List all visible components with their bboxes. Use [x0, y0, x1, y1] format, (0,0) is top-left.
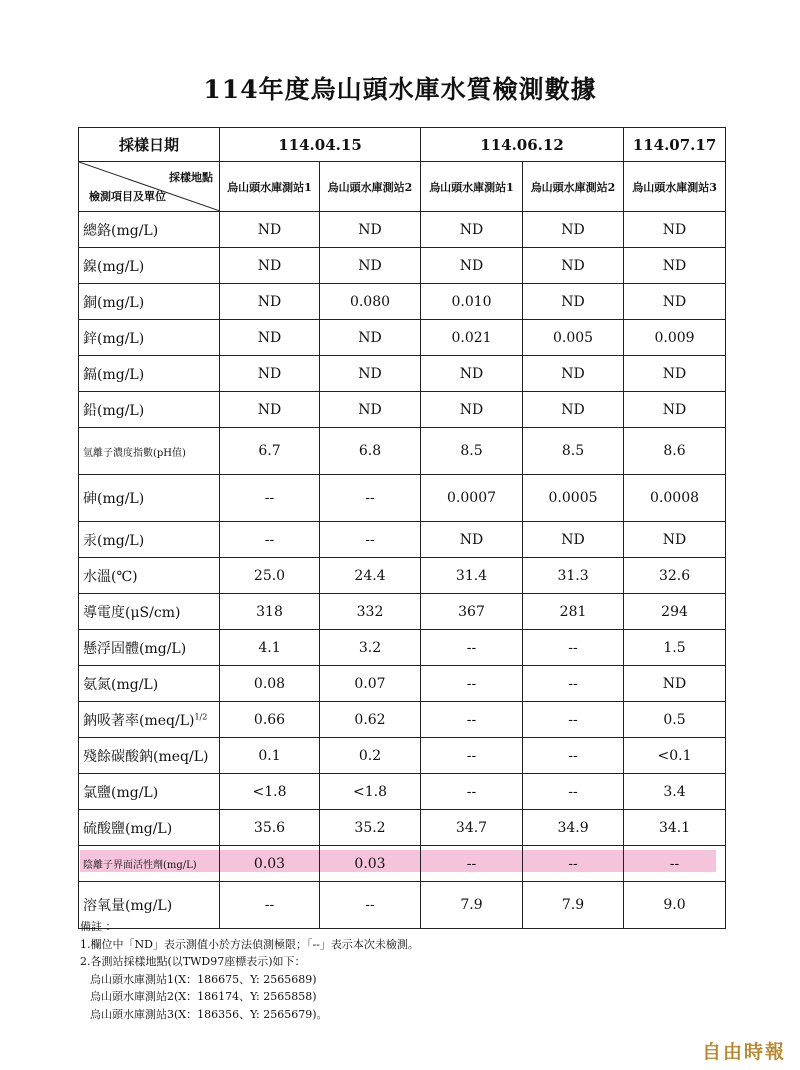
value-cell: 0.0008 — [624, 475, 726, 522]
value-cell: 0.66 — [220, 702, 320, 738]
value-cell: -- — [320, 882, 421, 929]
value-cell: ND — [421, 212, 523, 248]
value-cell: ND — [624, 392, 726, 428]
table-row — [79, 320, 726, 356]
value-cell: ND — [523, 284, 624, 320]
station-header: 烏山頭水庫測站1 — [421, 162, 523, 212]
table-row — [79, 392, 726, 428]
value-cell: -- — [523, 702, 624, 738]
value-cell: 0.03 — [220, 846, 320, 882]
row-label: 鈉吸著率$(meq/L)^{1/2}$ — [79, 702, 220, 738]
value-cell: ND — [220, 392, 320, 428]
value-cell: ND — [624, 522, 726, 558]
value-cell: 294 — [624, 594, 726, 630]
row-label: 鎳(mg/L) — [79, 248, 220, 284]
value-cell: -- — [523, 630, 624, 666]
corner-cell — [79, 162, 220, 212]
table-row — [79, 810, 726, 846]
table-row — [79, 522, 726, 558]
brand-logo: 自由時報 — [701, 1041, 786, 1063]
value-cell: 34.7 — [421, 810, 523, 846]
value-cell: ND — [523, 522, 624, 558]
value-cell: 4.1 — [220, 630, 320, 666]
value-cell: -- — [421, 774, 523, 810]
value-cell: -- — [624, 846, 726, 882]
row-label: 懸浮固體(mg/L) — [79, 630, 220, 666]
value-cell: 25.0 — [220, 558, 320, 594]
row-label: 總鉻(mg/L) — [79, 212, 220, 248]
value-cell: ND — [523, 212, 624, 248]
row-label: 鎘(mg/L) — [79, 356, 220, 392]
value-cell: 24.4 — [320, 558, 421, 594]
value-cell: 0.010 — [421, 284, 523, 320]
table-row — [79, 702, 726, 738]
row-label: 水溫(℃) — [79, 558, 220, 594]
value-cell: ND — [624, 212, 726, 248]
table-row — [79, 666, 726, 702]
station-header: 烏山頭水庫測站2 — [523, 162, 624, 212]
value-cell: 6.7 — [220, 428, 320, 475]
value-cell: 0.2 — [320, 738, 421, 774]
date-header-row — [79, 128, 726, 162]
note-line: 備註 ： — [80, 920, 117, 933]
table-body — [79, 212, 726, 929]
value-cell: -- — [220, 522, 320, 558]
table-row — [79, 248, 726, 284]
row-label: 殘餘碳酸鈉(meq/L) — [79, 738, 220, 774]
value-cell: ND — [320, 248, 421, 284]
value-cell: 318 — [220, 594, 320, 630]
value-cell: -- — [320, 475, 421, 522]
value-cell: 34.9 — [523, 810, 624, 846]
sampling-date-label: 採樣日期 — [79, 128, 220, 162]
value-cell: 0.08 — [220, 666, 320, 702]
value-cell: 0.009 — [624, 320, 726, 356]
value-cell: 8.6 — [624, 428, 726, 475]
value-cell: 8.5 — [421, 428, 523, 475]
value-cell: 0.0005 — [523, 475, 624, 522]
value-cell: 0.0007 — [421, 475, 523, 522]
table-row — [79, 846, 726, 882]
table-row — [79, 558, 726, 594]
row-label: 鉛(mg/L) — [79, 392, 220, 428]
note-line: 2.各測站採樣地點(以TWD97座標表示)如下： — [80, 955, 306, 968]
value-cell: ND — [624, 284, 726, 320]
value-cell: <1.8 — [320, 774, 421, 810]
table-row — [79, 475, 726, 522]
value-cell: ND — [320, 320, 421, 356]
value-cell: 31.4 — [421, 558, 523, 594]
value-cell: ND — [624, 248, 726, 284]
row-label: 硫酸鹽(mg/L) — [79, 810, 220, 846]
value-cell: ND — [220, 320, 320, 356]
value-cell: ND — [320, 212, 421, 248]
value-cell: 0.5 — [624, 702, 726, 738]
row-label: 銅(mg/L) — [79, 284, 220, 320]
value-cell: ND — [220, 356, 320, 392]
note-line: 烏山頭水庫測站1(X：186675、Y: 2565689) — [90, 972, 317, 986]
value-cell: ND — [320, 392, 421, 428]
value-cell: -- — [320, 522, 421, 558]
value-cell: 3.2 — [320, 630, 421, 666]
notes — [80, 918, 720, 1023]
station-header: 烏山頭水庫測站3 — [624, 162, 726, 212]
value-cell: 0.080 — [320, 284, 421, 320]
page-title: 114年度烏山頭水庫水質檢測數據 — [203, 75, 597, 104]
table-row — [79, 284, 726, 320]
value-cell: 281 — [523, 594, 624, 630]
value-cell: 6.8 — [320, 428, 421, 475]
value-cell: 0.005 — [523, 320, 624, 356]
value-cell: -- — [523, 738, 624, 774]
value-cell: 0.07 — [320, 666, 421, 702]
value-cell: -- — [421, 846, 523, 882]
value-cell: ND — [220, 212, 320, 248]
value-cell: -- — [523, 666, 624, 702]
table-row — [79, 774, 726, 810]
value-cell: 31.3 — [523, 558, 624, 594]
value-cell: -- — [220, 882, 320, 929]
value-cell: 35.6 — [220, 810, 320, 846]
value-cell: -- — [220, 475, 320, 522]
value-cell: 35.2 — [320, 810, 421, 846]
table-row — [79, 594, 726, 630]
row-label: 陰離子界面活性劑(mg/L) — [79, 846, 220, 882]
value-cell: ND — [421, 356, 523, 392]
date-header-1: 114.04.15 — [220, 128, 421, 162]
value-cell: ND — [523, 356, 624, 392]
value-cell: ND — [523, 248, 624, 284]
value-cell: 332 — [320, 594, 421, 630]
value-cell: ND — [624, 356, 726, 392]
table-row — [79, 356, 726, 392]
value-cell: ND — [421, 248, 523, 284]
value-cell: 34.1 — [624, 810, 726, 846]
value-cell: ND — [624, 666, 726, 702]
note-line: 1.欄位中「ND」表示測值小於方法偵測極限；「--」表示本次未檢測。 — [80, 937, 419, 951]
corner-top-label: 採樣地點 — [169, 171, 213, 184]
station-header: 烏山頭水庫測站2 — [320, 162, 421, 212]
date-header-2: 114.06.12 — [421, 128, 624, 162]
row-label: 導電度(μS/cm) — [79, 594, 220, 630]
table-row — [79, 212, 726, 248]
value-cell: <0.1 — [624, 738, 726, 774]
table-row — [79, 630, 726, 666]
row-label: 砷(mg/L) — [79, 475, 220, 522]
value-cell: -- — [523, 846, 624, 882]
row-label: 氫離子濃度指數(pH值) — [79, 428, 220, 475]
value-cell: -- — [421, 702, 523, 738]
value-cell: ND — [320, 356, 421, 392]
row-label: 汞(mg/L) — [79, 522, 220, 558]
value-cell: 7.9 — [523, 882, 624, 929]
value-cell: ND — [220, 284, 320, 320]
value-cell: 1.5 — [624, 630, 726, 666]
value-cell: 32.6 — [624, 558, 726, 594]
value-cell: 367 — [421, 594, 523, 630]
value-cell: -- — [421, 738, 523, 774]
date-header-3: 114.07.17 — [624, 128, 726, 162]
value-cell: ND — [421, 392, 523, 428]
value-cell: 0.03 — [320, 846, 421, 882]
value-cell: -- — [523, 774, 624, 810]
corner-bottom-label: 檢測項目及單位 — [89, 190, 166, 203]
value-cell: 0.1 — [220, 738, 320, 774]
value-cell: -- — [421, 630, 523, 666]
value-cell: 9.0 — [624, 882, 726, 929]
row-label: 氨氮(mg/L) — [79, 666, 220, 702]
table-row — [79, 428, 726, 475]
station-header-row — [79, 162, 726, 212]
value-cell: ND — [523, 392, 624, 428]
value-cell: 0.021 — [421, 320, 523, 356]
value-cell: 0.62 — [320, 702, 421, 738]
value-cell: 7.9 — [421, 882, 523, 929]
value-cell: <1.8 — [220, 774, 320, 810]
row-label: 溶氧量(mg/L) — [79, 882, 220, 929]
row-label: 氯鹽(mg/L) — [79, 774, 220, 810]
water-quality-table — [78, 127, 726, 929]
value-cell: ND — [220, 248, 320, 284]
note-line: 烏山頭水庫測站2(X：186174、Y: 2565858) — [90, 990, 317, 1003]
note-line: 烏山頭水庫測站3(X：186356、Y: 2565679)。 — [90, 1007, 328, 1021]
row-label: 鋅(mg/L) — [79, 320, 220, 356]
value-cell: 3.4 — [624, 774, 726, 810]
station-header: 烏山頭水庫測站1 — [220, 162, 320, 212]
value-cell: -- — [421, 666, 523, 702]
value-cell: 8.5 — [523, 428, 624, 475]
value-cell: ND — [421, 522, 523, 558]
table-row — [79, 738, 726, 774]
